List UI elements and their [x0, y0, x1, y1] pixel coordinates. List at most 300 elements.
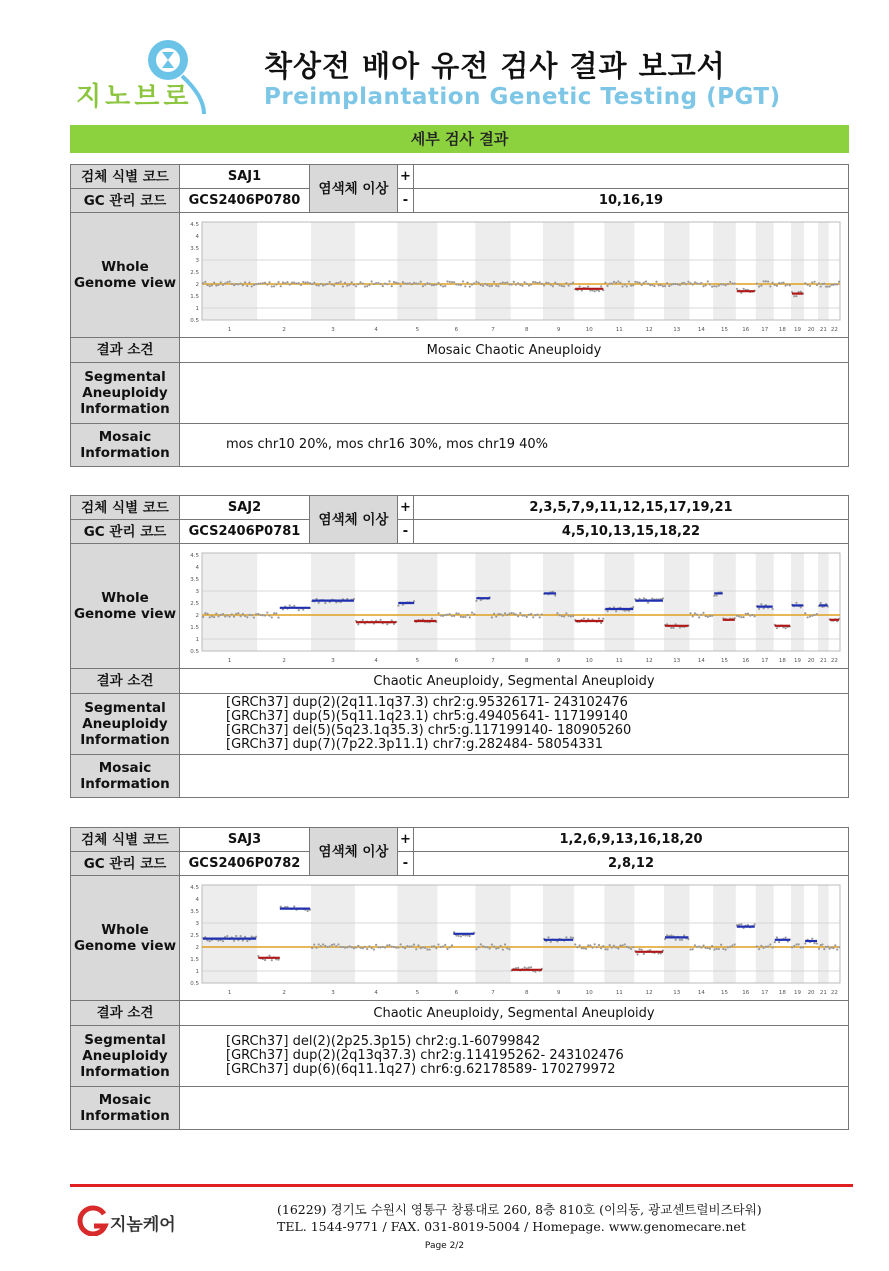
copy-number-point — [491, 943, 493, 945]
copy-number-point — [628, 280, 630, 282]
copy-number-point — [266, 611, 268, 613]
copy-number-point — [702, 611, 704, 613]
mosaic-label: Mosaic Information — [71, 755, 180, 798]
plot-frame — [202, 222, 840, 320]
y-tick-label: 4 — [195, 233, 199, 240]
copy-number-point — [581, 947, 583, 949]
x-tick-label: 21 — [819, 326, 827, 333]
copy-number-point — [600, 947, 602, 949]
x-tick-label: 12 — [645, 326, 653, 333]
copy-number-point — [422, 285, 424, 287]
copy-number-point — [702, 944, 704, 946]
gc-code-label: GC 관리 코드 — [71, 520, 180, 544]
minus-sign: - — [398, 852, 414, 876]
copy-number-point — [561, 284, 563, 286]
copy-number-point — [440, 945, 442, 947]
plus-chromosomes: 1,2,6,9,13,16,18,20 — [414, 828, 849, 852]
copy-number-point — [264, 958, 266, 960]
copy-number-point — [382, 285, 384, 287]
copy-number-point — [460, 283, 462, 285]
copy-number-point — [240, 282, 242, 284]
copy-number-point — [202, 282, 204, 284]
copy-number-point — [451, 281, 453, 283]
copy-number-point — [598, 943, 600, 945]
copy-number-point — [615, 281, 617, 283]
copy-number-point — [630, 284, 632, 286]
copy-number-point — [273, 612, 275, 614]
copy-number-point — [658, 284, 660, 286]
copy-number-point — [679, 283, 681, 285]
x-tick-label: 22 — [830, 657, 838, 664]
copy-number-point — [500, 944, 502, 946]
copy-number-point — [530, 966, 532, 968]
copy-number-point — [300, 283, 302, 285]
x-tick-label: 21 — [819, 989, 827, 996]
copy-number-point — [829, 285, 831, 287]
copy-number-point — [829, 947, 831, 949]
segmental-info — [180, 1026, 849, 1087]
copy-number-point — [228, 280, 230, 282]
copy-number-point — [449, 946, 451, 948]
copy-number-point — [373, 282, 375, 284]
copy-number-point — [638, 948, 640, 950]
copy-number-point — [715, 285, 717, 287]
x-tick-label: 8 — [525, 989, 529, 996]
copy-number-point — [519, 283, 521, 285]
copy-number-point — [740, 616, 742, 618]
copy-number-point — [366, 947, 368, 949]
copy-number-point — [563, 285, 565, 287]
copy-number-point — [834, 283, 836, 285]
copy-number-point — [552, 285, 554, 287]
copy-number-point — [362, 282, 364, 284]
copy-number-point — [406, 945, 408, 947]
genome-view-plot — [180, 214, 848, 337]
copy-number-point — [559, 284, 561, 286]
copy-number-point — [709, 947, 711, 949]
segmental-line: [GRCh37] del(5)(5q23.1q35.3) chr5:g.117199140- 180905260 — [226, 723, 632, 738]
chromosome-band — [397, 222, 437, 320]
segmental-label: Segmental Aneuploidy Information — [71, 363, 180, 424]
copy-number-point — [587, 285, 589, 287]
copy-number-point — [231, 282, 233, 284]
copy-number-point — [318, 943, 320, 945]
sample-id-value: SAJ1 — [180, 165, 310, 189]
copy-number-point — [804, 612, 806, 614]
copy-number-point — [471, 283, 473, 285]
x-tick-label: 14 — [697, 657, 705, 664]
copy-number-point — [460, 935, 462, 937]
copy-number-point — [391, 285, 393, 287]
copy-number-point — [662, 597, 664, 599]
copy-number-point — [497, 285, 499, 287]
copy-number-point — [368, 283, 370, 285]
copy-number-point — [634, 280, 636, 282]
copy-number-point — [504, 943, 506, 945]
copy-number-point — [692, 948, 694, 950]
copy-number-point — [408, 945, 410, 947]
copy-number-point — [643, 281, 645, 283]
plot-frame — [202, 885, 840, 983]
copy-number-point — [295, 282, 297, 284]
copy-number-point — [211, 284, 213, 286]
copy-number-point — [820, 285, 822, 287]
copy-number-point — [404, 947, 406, 949]
copy-number-point — [502, 948, 504, 950]
copy-number-point — [696, 613, 698, 615]
copy-number-point — [705, 615, 707, 617]
copy-number-point — [572, 936, 574, 938]
copy-number-point — [813, 613, 815, 615]
copy-number-point — [836, 283, 838, 285]
copy-number-point — [433, 284, 435, 286]
copy-number-point — [335, 945, 337, 947]
copy-number-point — [785, 936, 787, 938]
copy-number-point — [257, 612, 259, 614]
copy-number-point — [446, 613, 448, 615]
copy-number-point — [559, 614, 561, 616]
copy-number-point — [442, 614, 444, 616]
copy-number-point — [493, 280, 495, 282]
copy-number-point — [738, 615, 740, 617]
copy-number-point — [253, 283, 255, 285]
copy-number-point — [666, 282, 668, 284]
copy-number-point — [277, 616, 279, 618]
copy-number-point — [720, 943, 722, 945]
genome-view-cell — [180, 876, 849, 1001]
copy-number-point — [832, 283, 834, 285]
plus-sign: + — [398, 828, 414, 852]
copy-number-point — [453, 281, 455, 283]
copy-number-point — [284, 282, 286, 284]
copy-number-point — [220, 613, 222, 615]
copy-number-point — [204, 280, 206, 282]
y-tick-label: 4.5 — [190, 221, 199, 228]
x-tick-label: 11 — [615, 657, 623, 664]
copy-number-point — [209, 616, 211, 618]
x-tick-label: 16 — [742, 989, 750, 996]
genome-view-cell — [180, 544, 849, 669]
copy-number-point — [311, 946, 313, 948]
x-tick-label: 14 — [697, 989, 705, 996]
copy-number-point — [213, 281, 215, 283]
copy-number-point — [513, 612, 515, 614]
copy-number-point — [275, 283, 277, 285]
plus-sign: + — [398, 496, 414, 520]
copy-number-point — [237, 283, 239, 285]
x-tick-label: 7 — [491, 989, 495, 996]
copy-number-point — [251, 614, 253, 616]
copy-number-point — [262, 614, 264, 616]
x-tick-label: 15 — [721, 326, 729, 333]
copy-number-point — [348, 283, 350, 285]
copy-number-point — [615, 946, 617, 948]
y-tick-label: 2 — [195, 944, 199, 951]
x-tick-label: 12 — [645, 657, 653, 664]
copy-number-point — [268, 954, 270, 956]
copy-number-point — [524, 281, 526, 283]
chromosome-band — [397, 885, 437, 983]
copy-number-point — [804, 282, 806, 284]
copy-number-point — [760, 603, 762, 605]
copy-number-point — [493, 612, 495, 614]
copy-number-point — [286, 281, 288, 283]
copy-number-point — [237, 612, 239, 614]
copy-number-point — [798, 943, 800, 945]
copy-number-point — [550, 283, 552, 285]
copy-number-point — [818, 947, 820, 949]
chromosome-band — [604, 222, 634, 320]
x-tick-label: 4 — [374, 657, 378, 664]
copy-number-point — [811, 937, 813, 939]
copy-number-point — [255, 283, 257, 285]
copy-number-point — [357, 283, 359, 285]
copy-number-point — [431, 945, 433, 947]
copy-number-point — [473, 613, 475, 615]
copy-number-point — [242, 612, 244, 614]
copy-number-point — [386, 623, 388, 625]
copy-number-point — [713, 594, 715, 596]
chromosome-band — [791, 553, 804, 651]
copy-number-point — [521, 614, 523, 616]
copy-number-point — [731, 944, 733, 946]
copy-number-point — [324, 601, 326, 603]
copy-number-point — [568, 614, 570, 616]
copy-number-point — [821, 943, 823, 945]
copy-number-point — [475, 280, 477, 282]
copy-number-point — [626, 285, 628, 287]
copy-number-point — [651, 597, 653, 599]
copy-number-point — [440, 284, 442, 286]
copy-number-point — [611, 282, 613, 284]
copy-number-point — [460, 615, 462, 617]
copy-number-point — [480, 283, 482, 285]
copy-number-point — [293, 281, 295, 283]
copy-number-point — [813, 942, 815, 944]
copy-number-point — [561, 614, 563, 616]
copy-number-point — [604, 948, 606, 950]
y-tick-label: 2.5 — [190, 932, 199, 939]
copy-number-point — [429, 282, 431, 284]
copy-number-point — [707, 280, 709, 282]
copy-number-point — [482, 284, 484, 286]
copy-number-point — [315, 284, 317, 286]
copy-number-point — [397, 946, 399, 948]
sample-id-label: 검체 식별 코드 — [71, 828, 180, 852]
copy-number-point — [554, 281, 556, 283]
copy-number-point — [617, 947, 619, 949]
copy-number-point — [309, 282, 311, 284]
copy-number-point — [259, 613, 261, 615]
x-tick-label: 18 — [778, 326, 786, 333]
segmental-line: [GRCh37] dup(7)(7p22.3p11.1) chr7:g.282484- 58054331 — [226, 737, 604, 752]
copy-number-point — [484, 946, 486, 948]
copy-number-point — [606, 284, 608, 286]
copy-number-point — [226, 934, 228, 936]
copy-number-point — [736, 614, 738, 616]
copy-number-point — [702, 285, 704, 287]
copy-number-point — [809, 615, 811, 617]
copy-number-point — [493, 945, 495, 947]
copy-number-point — [643, 597, 645, 599]
copy-number-point — [756, 282, 758, 284]
x-tick-label: 6 — [454, 657, 459, 664]
copy-number-point — [713, 948, 715, 950]
copy-number-point — [351, 281, 353, 283]
finding-value: Mosaic Chaotic Aneuploidy — [180, 338, 849, 363]
copy-number-point — [451, 614, 453, 616]
copy-number-point — [776, 936, 778, 938]
copy-number-point — [322, 943, 324, 945]
copy-number-point — [598, 289, 600, 291]
copy-number-point — [497, 946, 499, 948]
copy-number-point — [242, 284, 244, 286]
x-tick-label: 11 — [615, 326, 623, 333]
copy-number-point — [415, 948, 417, 950]
copy-number-point — [626, 945, 628, 947]
copy-number-point — [224, 615, 226, 617]
segmental-label: Segmental Aneuploidy Information — [71, 1026, 180, 1087]
copy-number-point — [758, 948, 760, 950]
copy-number-point — [384, 282, 386, 284]
copy-number-point — [500, 282, 502, 284]
copy-number-point — [536, 613, 538, 615]
copy-number-point — [789, 284, 791, 286]
gc-code-label: GC 관리 코드 — [71, 189, 180, 213]
copy-number-point — [486, 946, 488, 948]
footer-divider — [70, 1184, 853, 1187]
copy-number-point — [675, 282, 677, 284]
x-tick-label: 14 — [697, 326, 705, 333]
copy-number-point — [311, 283, 313, 285]
x-tick-label: 10 — [585, 657, 593, 664]
copy-number-point — [692, 283, 694, 285]
copy-number-point — [774, 283, 776, 285]
finding-label: 결과 소견 — [71, 669, 180, 694]
x-tick-label: 4 — [374, 326, 378, 333]
copy-number-point — [800, 946, 802, 948]
copy-number-point — [774, 940, 776, 942]
copy-number-point — [751, 613, 753, 615]
copy-number-point — [543, 284, 545, 286]
copy-number-point — [545, 281, 547, 283]
copy-number-point — [351, 945, 353, 947]
x-tick-label: 16 — [742, 326, 750, 333]
copy-number-point — [340, 280, 342, 282]
sample-table — [70, 164, 849, 467]
copy-number-point — [386, 283, 388, 285]
chromosome-band — [713, 553, 736, 651]
copy-number-point — [769, 285, 771, 287]
copy-number-point — [379, 283, 381, 285]
x-tick-label: 9 — [556, 989, 561, 996]
x-tick-label: 7 — [491, 657, 495, 664]
copy-number-point — [795, 601, 797, 603]
x-tick-label: 17 — [761, 326, 769, 333]
copy-number-point — [745, 612, 747, 614]
copy-number-point — [277, 280, 279, 282]
finding-value: Chaotic Aneuploidy, Segmental Aneuploidy — [180, 669, 849, 694]
copy-number-point — [235, 283, 237, 285]
x-tick-label: 8 — [525, 326, 529, 333]
copy-number-point — [402, 281, 404, 283]
copy-number-point — [818, 282, 820, 284]
copy-number-point — [645, 280, 647, 282]
copy-number-point — [698, 616, 700, 618]
report-subtitle: Preimplantation Genetic Testing (PGT) — [264, 84, 781, 110]
copy-number-point — [264, 281, 266, 283]
copy-number-point — [444, 613, 446, 615]
copy-number-point — [615, 610, 617, 612]
x-tick-label: 11 — [615, 989, 623, 996]
x-tick-label: 1 — [227, 657, 232, 664]
copy-number-point — [583, 617, 585, 619]
copy-number-point — [315, 946, 317, 948]
copy-number-point — [355, 946, 357, 948]
copy-number-point — [337, 943, 339, 945]
copy-number-point — [246, 284, 248, 286]
copy-number-point — [655, 280, 657, 282]
copy-number-point — [224, 282, 226, 284]
copy-number-point — [534, 281, 536, 283]
copy-number-point — [705, 284, 707, 286]
plus-sign: + — [398, 165, 414, 189]
copy-number-point — [638, 597, 640, 599]
copy-number-point — [836, 948, 838, 950]
copy-number-point — [694, 612, 696, 614]
x-tick-label: 20 — [807, 326, 815, 333]
copy-number-point — [335, 281, 337, 283]
copy-number-point — [700, 613, 702, 615]
copy-number-point — [302, 280, 304, 282]
y-tick-label: 2.5 — [190, 600, 199, 607]
copy-number-point — [215, 284, 217, 286]
copy-number-point — [426, 282, 428, 284]
copy-number-point — [293, 905, 295, 907]
copy-number-point — [670, 283, 672, 285]
copy-number-point — [754, 923, 756, 925]
copy-number-point — [696, 945, 698, 947]
copy-number-point — [324, 944, 326, 946]
sample-id-value: SAJ2 — [180, 496, 310, 520]
copy-number-point — [471, 611, 473, 613]
x-tick-label: 21 — [819, 657, 827, 664]
x-tick-label: 10 — [585, 989, 593, 996]
copy-number-point — [713, 285, 715, 287]
copy-number-point — [832, 947, 834, 949]
copy-number-point — [464, 285, 466, 287]
copy-number-point — [771, 607, 773, 609]
copy-number-point — [707, 946, 709, 948]
copy-number-point — [698, 282, 700, 284]
x-tick-label: 19 — [794, 326, 802, 333]
copy-number-point — [515, 283, 517, 285]
copy-number-point — [340, 945, 342, 947]
copy-number-point — [377, 281, 379, 283]
copy-number-point — [722, 947, 724, 949]
y-tick-label: 2 — [195, 612, 199, 619]
y-tick-label: 3 — [195, 920, 199, 927]
copy-number-point — [570, 282, 572, 284]
copy-number-point — [348, 945, 350, 947]
copy-number-point — [209, 940, 211, 942]
copy-number-point — [758, 607, 760, 609]
copy-number-point — [780, 282, 782, 284]
copy-number-point — [211, 615, 213, 617]
copy-number-point — [578, 285, 580, 287]
copy-number-point — [793, 295, 795, 297]
chromosome-band — [604, 885, 634, 983]
